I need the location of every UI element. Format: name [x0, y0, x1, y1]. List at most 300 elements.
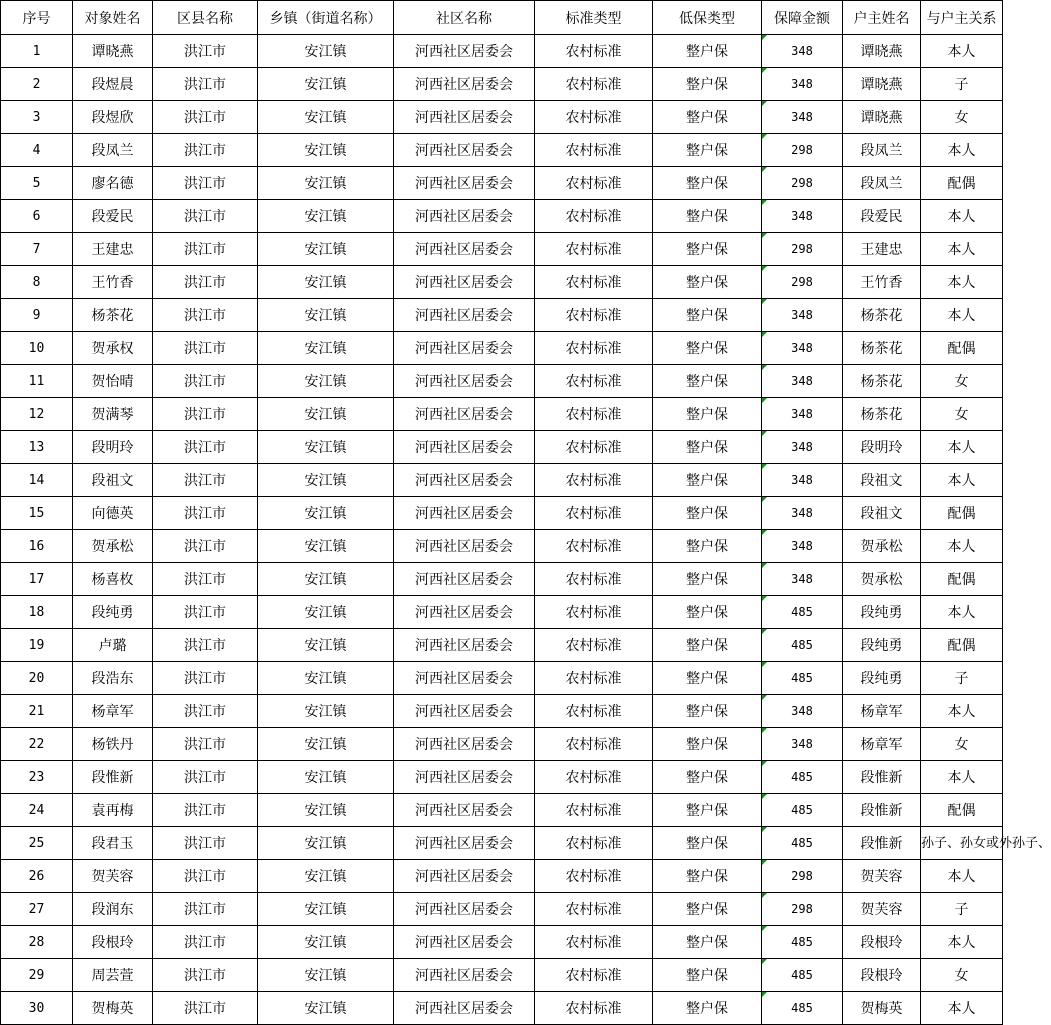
cell-town[interactable]: 安江镇 [258, 167, 394, 200]
cell-standard-type[interactable]: 农村标准 [535, 893, 653, 926]
cell-community[interactable]: 河西社区居委会 [394, 266, 535, 299]
cell-county[interactable]: 洪江市 [153, 299, 258, 332]
cell-standard-type[interactable]: 农村标准 [535, 794, 653, 827]
cell-county[interactable]: 洪江市 [153, 35, 258, 68]
cell-community[interactable]: 河西社区居委会 [394, 596, 535, 629]
cell-name[interactable]: 杨铁丹 [73, 728, 153, 761]
cell-relation[interactable]: 本人 [921, 299, 1003, 332]
cell-town[interactable]: 安江镇 [258, 893, 394, 926]
cell-county[interactable]: 洪江市 [153, 101, 258, 134]
cell-relation[interactable]: 本人 [921, 464, 1003, 497]
cell-community[interactable]: 河西社区居委会 [394, 926, 535, 959]
cell-name[interactable]: 贺梅英 [73, 992, 153, 1025]
cell-assistance-type[interactable]: 整户保 [653, 695, 762, 728]
cell-assistance-type[interactable]: 整户保 [653, 266, 762, 299]
cell-relation[interactable]: 本人 [921, 761, 1003, 794]
cell-householder[interactable]: 段根玲 [843, 926, 921, 959]
cell-assistance-type[interactable]: 整户保 [653, 68, 762, 101]
cell-assistance-type[interactable]: 整户保 [653, 101, 762, 134]
cell-assistance-type[interactable]: 整户保 [653, 464, 762, 497]
cell-town[interactable]: 安江镇 [258, 563, 394, 596]
cell-county[interactable]: 洪江市 [153, 530, 258, 563]
cell-town[interactable]: 安江镇 [258, 101, 394, 134]
cell-standard-type[interactable]: 农村标准 [535, 926, 653, 959]
cell-standard-type[interactable]: 农村标准 [535, 464, 653, 497]
cell-county[interactable]: 洪江市 [153, 596, 258, 629]
header-cell-town[interactable]: 乡镇（街道名称） [258, 1, 394, 35]
cell-assistance-type[interactable]: 整户保 [653, 860, 762, 893]
cell-town[interactable]: 安江镇 [258, 827, 394, 860]
cell-town[interactable]: 安江镇 [258, 596, 394, 629]
cell-amount[interactable] [762, 959, 843, 992]
cell-seq[interactable]: 25 [1, 827, 73, 860]
cell-standard-type[interactable]: 农村标准 [535, 662, 653, 695]
cell-standard-type[interactable]: 农村标准 [535, 233, 653, 266]
cell-name[interactable]: 卢璐 [73, 629, 153, 662]
cell-amount[interactable] [762, 662, 843, 695]
cell-county[interactable]: 洪江市 [153, 332, 258, 365]
cell-relation[interactable]: 本人 [921, 431, 1003, 464]
cell-county[interactable]: 洪江市 [153, 68, 258, 101]
cell-assistance-type[interactable]: 整户保 [653, 398, 762, 431]
cell-name[interactable]: 贺承权 [73, 332, 153, 365]
cell-standard-type[interactable]: 农村标准 [535, 959, 653, 992]
cell-householder[interactable]: 贺梅英 [843, 992, 921, 1025]
cell-relation[interactable]: 子 [921, 662, 1003, 695]
cell-relation[interactable]: 本人 [921, 266, 1003, 299]
cell-county[interactable]: 洪江市 [153, 794, 258, 827]
cell-householder[interactable]: 段根玲 [843, 959, 921, 992]
cell-assistance-type[interactable]: 整户保 [653, 365, 762, 398]
cell-seq[interactable]: 5 [1, 167, 73, 200]
cell-householder[interactable]: 杨茶花 [843, 299, 921, 332]
cell-relation[interactable]: 本人 [921, 695, 1003, 728]
cell-standard-type[interactable]: 农村标准 [535, 629, 653, 662]
cell-town[interactable]: 安江镇 [258, 860, 394, 893]
cell-seq[interactable]: 6 [1, 200, 73, 233]
cell-relation[interactable]: 本人 [921, 530, 1003, 563]
cell-householder[interactable]: 贺承松 [843, 530, 921, 563]
cell-seq[interactable]: 16 [1, 530, 73, 563]
cell-standard-type[interactable]: 农村标准 [535, 530, 653, 563]
cell-name[interactable]: 杨茶花 [73, 299, 153, 332]
cell-seq[interactable]: 28 [1, 926, 73, 959]
cell-seq[interactable]: 29 [1, 959, 73, 992]
cell-standard-type[interactable]: 农村标准 [535, 68, 653, 101]
cell-assistance-type[interactable]: 整户保 [653, 332, 762, 365]
cell-amount[interactable] [762, 629, 843, 662]
cell-community[interactable]: 河西社区居委会 [394, 365, 535, 398]
cell-seq[interactable]: 30 [1, 992, 73, 1025]
cell-amount[interactable] [762, 101, 843, 134]
cell-community[interactable]: 河西社区居委会 [394, 530, 535, 563]
cell-town[interactable]: 安江镇 [258, 35, 394, 68]
cell-assistance-type[interactable]: 整户保 [653, 794, 762, 827]
header-cell-standard-type[interactable]: 标准类型 [535, 1, 653, 35]
cell-town[interactable]: 安江镇 [258, 629, 394, 662]
cell-county[interactable]: 洪江市 [153, 563, 258, 596]
cell-standard-type[interactable]: 农村标准 [535, 35, 653, 68]
cell-householder[interactable]: 段明玲 [843, 431, 921, 464]
cell-amount[interactable] [762, 530, 843, 563]
cell-name[interactable]: 段祖文 [73, 464, 153, 497]
cell-householder[interactable]: 谭晓燕 [843, 101, 921, 134]
cell-name[interactable]: 周芸萱 [73, 959, 153, 992]
cell-standard-type[interactable]: 农村标准 [535, 728, 653, 761]
cell-amount[interactable] [762, 431, 843, 464]
cell-town[interactable]: 安江镇 [258, 662, 394, 695]
cell-relation[interactable]: 子 [921, 893, 1003, 926]
cell-seq[interactable]: 24 [1, 794, 73, 827]
cell-community[interactable]: 河西社区居委会 [394, 35, 535, 68]
cell-relation[interactable]: 配偶 [921, 629, 1003, 662]
cell-amount[interactable] [762, 134, 843, 167]
cell-amount[interactable] [762, 200, 843, 233]
cell-community[interactable]: 河西社区居委会 [394, 398, 535, 431]
cell-amount[interactable] [762, 893, 843, 926]
cell-relation[interactable]: 子 [921, 68, 1003, 101]
cell-relation[interactable]: 配偶 [921, 563, 1003, 596]
cell-amount[interactable] [762, 233, 843, 266]
cell-assistance-type[interactable]: 整户保 [653, 728, 762, 761]
cell-seq[interactable]: 20 [1, 662, 73, 695]
cell-county[interactable]: 洪江市 [153, 695, 258, 728]
cell-seq[interactable]: 9 [1, 299, 73, 332]
cell-householder[interactable]: 王建忠 [843, 233, 921, 266]
cell-amount[interactable] [762, 860, 843, 893]
cell-assistance-type[interactable]: 整户保 [653, 662, 762, 695]
cell-town[interactable]: 安江镇 [258, 992, 394, 1025]
cell-name[interactable]: 段惟新 [73, 761, 153, 794]
cell-county[interactable]: 洪江市 [153, 398, 258, 431]
cell-amount[interactable] [762, 563, 843, 596]
cell-standard-type[interactable]: 农村标准 [535, 167, 653, 200]
cell-community[interactable]: 河西社区居委会 [394, 299, 535, 332]
cell-assistance-type[interactable]: 整户保 [653, 497, 762, 530]
cell-county[interactable]: 洪江市 [153, 464, 258, 497]
cell-community[interactable]: 河西社区居委会 [394, 827, 535, 860]
cell-town[interactable]: 安江镇 [258, 695, 394, 728]
cell-householder[interactable]: 杨茶花 [843, 365, 921, 398]
cell-householder[interactable]: 段惟新 [843, 794, 921, 827]
cell-standard-type[interactable]: 农村标准 [535, 398, 653, 431]
cell-name[interactable]: 贺芙容 [73, 860, 153, 893]
cell-amount[interactable] [762, 35, 843, 68]
cell-amount[interactable] [762, 596, 843, 629]
cell-standard-type[interactable]: 农村标准 [535, 827, 653, 860]
cell-relation[interactable]: 女 [921, 959, 1003, 992]
cell-standard-type[interactable]: 农村标准 [535, 200, 653, 233]
cell-name[interactable]: 廖名德 [73, 167, 153, 200]
cell-name[interactable]: 贺怡晴 [73, 365, 153, 398]
cell-householder[interactable]: 杨章军 [843, 695, 921, 728]
cell-seq[interactable]: 3 [1, 101, 73, 134]
cell-seq[interactable]: 26 [1, 860, 73, 893]
cell-householder[interactable]: 王竹香 [843, 266, 921, 299]
cell-name[interactable]: 向德英 [73, 497, 153, 530]
cell-amount[interactable] [762, 926, 843, 959]
cell-standard-type[interactable]: 农村标准 [535, 563, 653, 596]
cell-householder[interactable]: 段纯勇 [843, 596, 921, 629]
cell-relation[interactable]: 本人 [921, 233, 1003, 266]
cell-amount[interactable] [762, 695, 843, 728]
cell-county[interactable]: 洪江市 [153, 959, 258, 992]
cell-seq[interactable]: 22 [1, 728, 73, 761]
cell-assistance-type[interactable]: 整户保 [653, 167, 762, 200]
cell-name[interactable]: 贺满琴 [73, 398, 153, 431]
cell-amount[interactable] [762, 365, 843, 398]
cell-town[interactable]: 安江镇 [258, 530, 394, 563]
cell-amount[interactable] [762, 497, 843, 530]
cell-standard-type[interactable]: 农村标准 [535, 134, 653, 167]
cell-seq[interactable]: 21 [1, 695, 73, 728]
cell-county[interactable]: 洪江市 [153, 497, 258, 530]
cell-county[interactable]: 洪江市 [153, 629, 258, 662]
cell-amount[interactable] [762, 794, 843, 827]
cell-community[interactable]: 河西社区居委会 [394, 794, 535, 827]
cell-town[interactable]: 安江镇 [258, 233, 394, 266]
cell-seq[interactable]: 17 [1, 563, 73, 596]
cell-name[interactable]: 段爱民 [73, 200, 153, 233]
cell-town[interactable]: 安江镇 [258, 68, 394, 101]
cell-town[interactable]: 安江镇 [258, 134, 394, 167]
cell-community[interactable]: 河西社区居委会 [394, 332, 535, 365]
cell-relation[interactable]: 本人 [921, 35, 1003, 68]
cell-community[interactable]: 河西社区居委会 [394, 167, 535, 200]
cell-community[interactable]: 河西社区居委会 [394, 992, 535, 1025]
cell-seq[interactable]: 13 [1, 431, 73, 464]
cell-standard-type[interactable]: 农村标准 [535, 860, 653, 893]
cell-relation[interactable]: 本人 [921, 926, 1003, 959]
cell-community[interactable]: 河西社区居委会 [394, 464, 535, 497]
cell-name[interactable]: 谭晓燕 [73, 35, 153, 68]
cell-community[interactable]: 河西社区居委会 [394, 101, 535, 134]
cell-relation[interactable]: 女 [921, 365, 1003, 398]
cell-community[interactable]: 河西社区居委会 [394, 629, 535, 662]
cell-community[interactable]: 河西社区居委会 [394, 893, 535, 926]
cell-name[interactable]: 王建忠 [73, 233, 153, 266]
cell-relation[interactable]: 本人 [921, 992, 1003, 1025]
cell-householder[interactable]: 段纯勇 [843, 662, 921, 695]
cell-town[interactable]: 安江镇 [258, 464, 394, 497]
cell-relation[interactable]: 女 [921, 728, 1003, 761]
cell-householder[interactable]: 段祖文 [843, 497, 921, 530]
header-cell-county[interactable]: 区县名称 [153, 1, 258, 35]
cell-amount[interactable] [762, 761, 843, 794]
cell-community[interactable]: 河西社区居委会 [394, 68, 535, 101]
cell-relation[interactable]: 本人 [921, 200, 1003, 233]
cell-town[interactable]: 安江镇 [258, 926, 394, 959]
cell-town[interactable]: 安江镇 [258, 959, 394, 992]
cell-relation[interactable]: 配偶 [921, 332, 1003, 365]
cell-relation[interactable]: 配偶 [921, 794, 1003, 827]
cell-householder[interactable]: 谭晓燕 [843, 35, 921, 68]
cell-amount[interactable] [762, 464, 843, 497]
cell-standard-type[interactable]: 农村标准 [535, 497, 653, 530]
cell-householder[interactable]: 段惟新 [843, 761, 921, 794]
cell-county[interactable]: 洪江市 [153, 761, 258, 794]
cell-name[interactable]: 段纯勇 [73, 596, 153, 629]
cell-name[interactable]: 段润东 [73, 893, 153, 926]
cell-assistance-type[interactable]: 整户保 [653, 530, 762, 563]
cell-county[interactable]: 洪江市 [153, 827, 258, 860]
cell-householder[interactable]: 杨茶花 [843, 398, 921, 431]
cell-seq[interactable]: 27 [1, 893, 73, 926]
cell-name[interactable]: 段浩东 [73, 662, 153, 695]
cell-community[interactable]: 河西社区居委会 [394, 860, 535, 893]
cell-town[interactable]: 安江镇 [258, 728, 394, 761]
cell-householder[interactable]: 贺芙容 [843, 893, 921, 926]
cell-relation[interactable]: 配偶 [921, 497, 1003, 530]
cell-householder[interactable]: 段凤兰 [843, 134, 921, 167]
cell-name[interactable]: 段煜欣 [73, 101, 153, 134]
cell-householder[interactable]: 贺芙容 [843, 860, 921, 893]
cell-standard-type[interactable]: 农村标准 [535, 266, 653, 299]
cell-county[interactable]: 洪江市 [153, 167, 258, 200]
cell-community[interactable]: 河西社区居委会 [394, 728, 535, 761]
cell-name[interactable]: 杨章军 [73, 695, 153, 728]
cell-assistance-type[interactable]: 整户保 [653, 596, 762, 629]
cell-county[interactable]: 洪江市 [153, 860, 258, 893]
cell-county[interactable]: 洪江市 [153, 662, 258, 695]
cell-county[interactable]: 洪江市 [153, 893, 258, 926]
cell-assistance-type[interactable]: 整户保 [653, 761, 762, 794]
cell-county[interactable]: 洪江市 [153, 233, 258, 266]
cell-standard-type[interactable]: 农村标准 [535, 431, 653, 464]
cell-relation[interactable]: 女 [921, 398, 1003, 431]
cell-seq[interactable]: 14 [1, 464, 73, 497]
cell-name[interactable]: 段煜晨 [73, 68, 153, 101]
cell-community[interactable]: 河西社区居委会 [394, 431, 535, 464]
cell-name[interactable]: 段根玲 [73, 926, 153, 959]
cell-community[interactable]: 河西社区居委会 [394, 662, 535, 695]
cell-assistance-type[interactable]: 整户保 [653, 827, 762, 860]
cell-name[interactable]: 贺承松 [73, 530, 153, 563]
cell-county[interactable]: 洪江市 [153, 926, 258, 959]
cell-amount[interactable] [762, 332, 843, 365]
cell-relation[interactable]: 本人 [921, 134, 1003, 167]
cell-relation[interactable]: 本人 [921, 860, 1003, 893]
cell-community[interactable]: 河西社区居委会 [394, 497, 535, 530]
cell-county[interactable]: 洪江市 [153, 266, 258, 299]
cell-county[interactable]: 洪江市 [153, 992, 258, 1025]
cell-standard-type[interactable]: 农村标准 [535, 596, 653, 629]
cell-name[interactable]: 王竹香 [73, 266, 153, 299]
cell-standard-type[interactable]: 农村标准 [535, 101, 653, 134]
cell-assistance-type[interactable]: 整户保 [653, 35, 762, 68]
cell-householder[interactable]: 杨茶花 [843, 332, 921, 365]
cell-community[interactable]: 河西社区居委会 [394, 134, 535, 167]
cell-amount[interactable] [762, 299, 843, 332]
cell-relation[interactable]: 配偶 [921, 167, 1003, 200]
cell-assistance-type[interactable]: 整户保 [653, 134, 762, 167]
cell-town[interactable]: 安江镇 [258, 332, 394, 365]
cell-amount[interactable] [762, 728, 843, 761]
header-cell-assistance-type[interactable]: 低保类型 [653, 1, 762, 35]
cell-householder[interactable]: 段纯勇 [843, 629, 921, 662]
cell-assistance-type[interactable]: 整户保 [653, 629, 762, 662]
cell-seq[interactable]: 8 [1, 266, 73, 299]
cell-assistance-type[interactable]: 整户保 [653, 992, 762, 1025]
cell-name[interactable]: 段明玲 [73, 431, 153, 464]
cell-standard-type[interactable]: 农村标准 [535, 761, 653, 794]
cell-seq[interactable]: 1 [1, 35, 73, 68]
cell-community[interactable]: 河西社区居委会 [394, 761, 535, 794]
cell-town[interactable]: 安江镇 [258, 398, 394, 431]
cell-seq[interactable]: 18 [1, 596, 73, 629]
cell-householder[interactable]: 杨章军 [843, 728, 921, 761]
cell-assistance-type[interactable]: 整户保 [653, 299, 762, 332]
cell-householder[interactable]: 段祖文 [843, 464, 921, 497]
cell-seq[interactable]: 23 [1, 761, 73, 794]
cell-assistance-type[interactable]: 整户保 [653, 926, 762, 959]
cell-householder[interactable]: 段爱民 [843, 200, 921, 233]
cell-relation[interactable]: 孙子、孙女或外孙子、 [921, 827, 1003, 860]
cell-standard-type[interactable]: 农村标准 [535, 299, 653, 332]
cell-seq[interactable]: 4 [1, 134, 73, 167]
cell-community[interactable]: 河西社区居委会 [394, 233, 535, 266]
cell-seq[interactable]: 19 [1, 629, 73, 662]
cell-standard-type[interactable]: 农村标准 [535, 992, 653, 1025]
cell-seq[interactable]: 7 [1, 233, 73, 266]
cell-town[interactable]: 安江镇 [258, 794, 394, 827]
header-cell-seq[interactable]: 序号 [1, 1, 73, 35]
cell-seq[interactable]: 2 [1, 68, 73, 101]
cell-name[interactable]: 段君玉 [73, 827, 153, 860]
cell-name[interactable]: 袁再梅 [73, 794, 153, 827]
cell-county[interactable]: 洪江市 [153, 728, 258, 761]
cell-county[interactable]: 洪江市 [153, 200, 258, 233]
cell-standard-type[interactable]: 农村标准 [535, 332, 653, 365]
cell-town[interactable]: 安江镇 [258, 431, 394, 464]
cell-town[interactable]: 安江镇 [258, 299, 394, 332]
cell-standard-type[interactable]: 农村标准 [535, 695, 653, 728]
cell-seq[interactable]: 12 [1, 398, 73, 431]
cell-assistance-type[interactable]: 整户保 [653, 233, 762, 266]
cell-town[interactable]: 安江镇 [258, 497, 394, 530]
cell-householder[interactable]: 谭晓燕 [843, 68, 921, 101]
cell-relation[interactable]: 本人 [921, 596, 1003, 629]
cell-town[interactable]: 安江镇 [258, 200, 394, 233]
header-cell-relation[interactable]: 与户主关系 [921, 1, 1003, 35]
header-cell-householder[interactable]: 户主姓名 [843, 1, 921, 35]
cell-amount[interactable] [762, 827, 843, 860]
cell-assistance-type[interactable]: 整户保 [653, 200, 762, 233]
header-cell-name[interactable]: 对象姓名 [73, 1, 153, 35]
header-cell-amount[interactable]: 保障金额 [762, 1, 843, 35]
cell-householder[interactable]: 段凤兰 [843, 167, 921, 200]
cell-amount[interactable] [762, 992, 843, 1025]
cell-standard-type[interactable]: 农村标准 [535, 365, 653, 398]
cell-assistance-type[interactable]: 整户保 [653, 893, 762, 926]
cell-assistance-type[interactable]: 整户保 [653, 959, 762, 992]
cell-community[interactable]: 河西社区居委会 [394, 200, 535, 233]
header-cell-community[interactable]: 社区名称 [394, 1, 535, 35]
cell-community[interactable]: 河西社区居委会 [394, 959, 535, 992]
cell-seq[interactable]: 11 [1, 365, 73, 398]
cell-town[interactable]: 安江镇 [258, 365, 394, 398]
cell-amount[interactable] [762, 68, 843, 101]
cell-relation[interactable]: 女 [921, 101, 1003, 134]
cell-assistance-type[interactable]: 整户保 [653, 563, 762, 596]
cell-seq[interactable]: 15 [1, 497, 73, 530]
cell-householder[interactable]: 贺承松 [843, 563, 921, 596]
cell-county[interactable]: 洪江市 [153, 365, 258, 398]
cell-county[interactable]: 洪江市 [153, 134, 258, 167]
cell-amount[interactable] [762, 167, 843, 200]
cell-town[interactable]: 安江镇 [258, 266, 394, 299]
cell-county[interactable]: 洪江市 [153, 431, 258, 464]
